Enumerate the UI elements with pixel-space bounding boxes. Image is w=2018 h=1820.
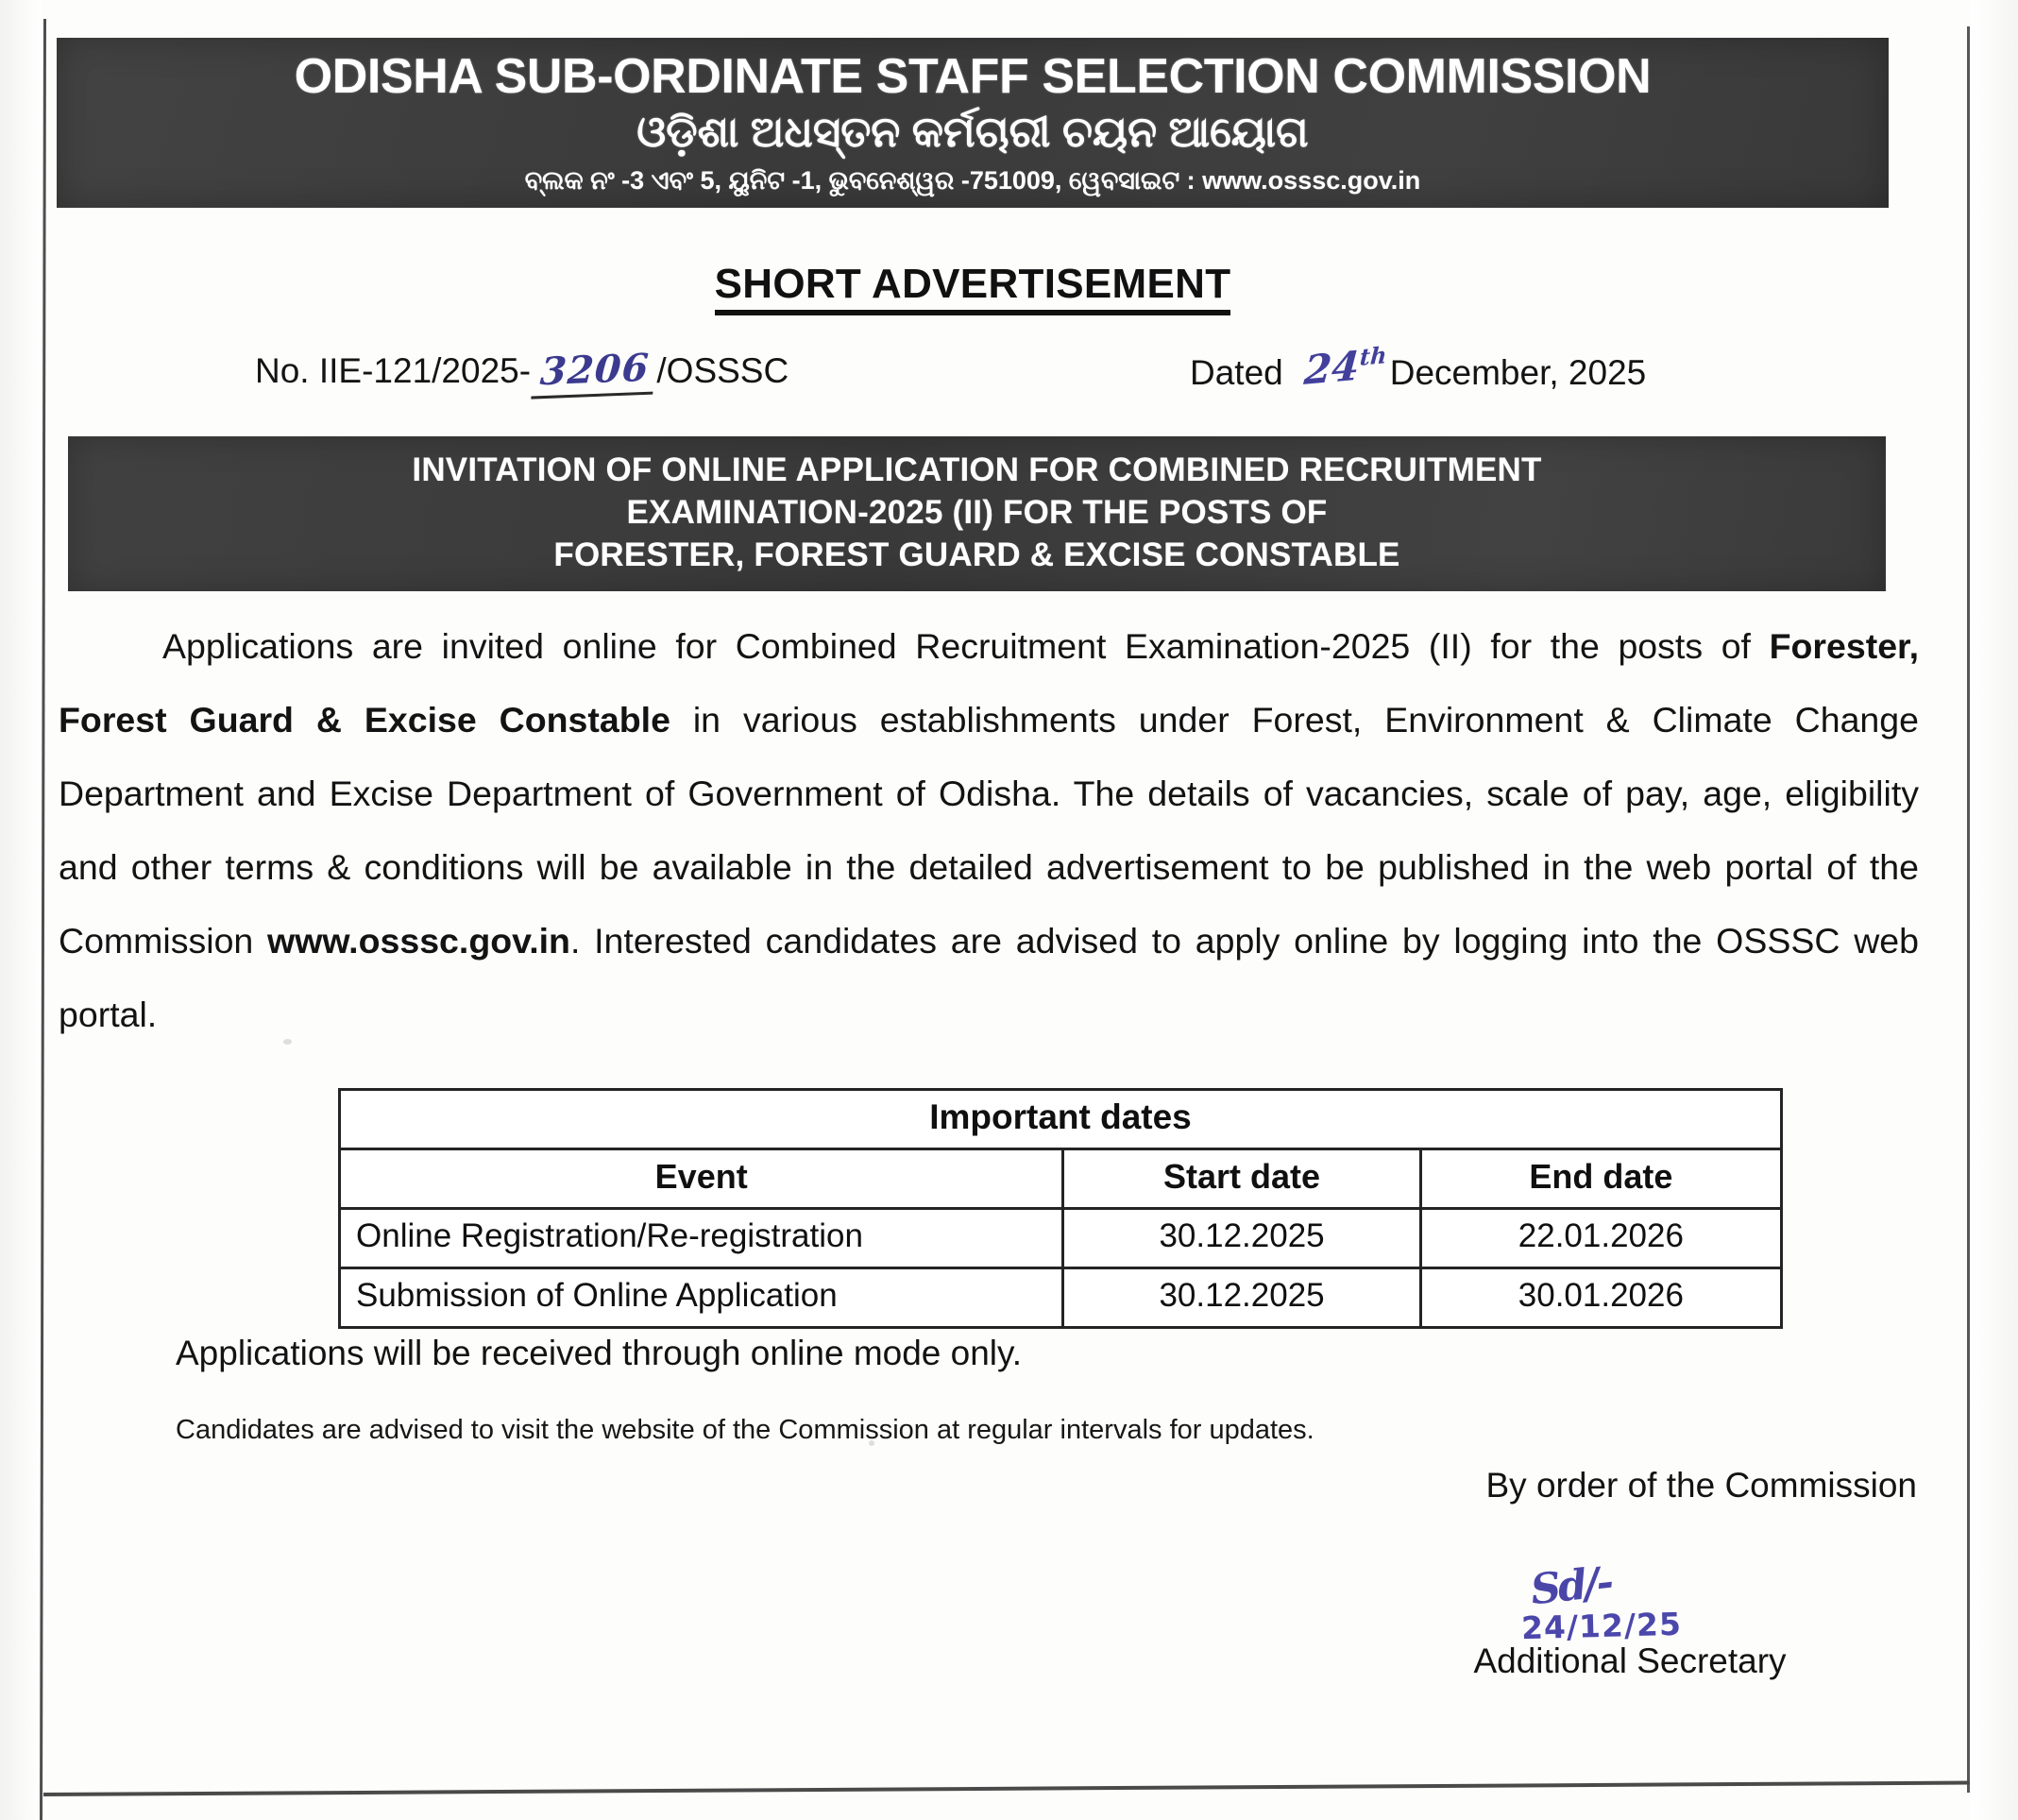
body-post-names: Forester, Forest Guard & Excise Constable: [59, 626, 1919, 740]
table-title: Important dates: [340, 1090, 1782, 1149]
page-edge-bottom: [43, 1781, 1970, 1796]
column-header-end-date: End date: [1420, 1149, 1781, 1209]
dated-label: Dated: [1190, 353, 1283, 392]
scan-gutter-left: [0, 0, 42, 1820]
column-header-start-date: Start date: [1063, 1149, 1420, 1209]
handwritten-reference-number: 3206: [531, 345, 656, 399]
page-edge-right: [1967, 26, 1970, 1793]
advertisement-title-banner: [68, 436, 1886, 591]
handwritten-day-ordinal: th: [1358, 340, 1388, 371]
reference-line: [57, 340, 1889, 404]
month-year: December, 2025: [1389, 353, 1647, 392]
column-header-event: Event: [340, 1149, 1063, 1209]
event-end-date: 30.01.2026: [1420, 1268, 1781, 1328]
signature-block: [1427, 1557, 1833, 1681]
organisation-address-odia: ବ୍ଲକ ନଂ -3 ଏବଂ 5, ୟୁନିଟ -1, ଭୁବନେଶ୍ୱର -751009, ୱେବସାଇଟ : www.osssc.gov.in: [524, 166, 1421, 196]
table-row: [340, 1268, 1782, 1328]
event-start-date: 30.12.2025: [1063, 1268, 1420, 1328]
handwritten-signature: Sd/-: [1528, 1557, 1614, 1615]
organisation-name-english: ODISHA SUB-ORDINATE STAFF SELECTION COMMISSION: [294, 49, 1652, 104]
handwritten-day-number: 24: [1302, 342, 1361, 395]
website-visit-note: Candidates are advised to visit the website of the Commission at regular intervals for updates.: [176, 1415, 1314, 1445]
body-segment-3: . Interested candidates are advised to apply online by logging into the OSSSC web portal.: [59, 921, 1919, 1034]
advertisement-body-paragraph: [59, 609, 1919, 1051]
online-mode-note: Applications will be received through online mode only.: [176, 1334, 1023, 1372]
signatory-designation: Additional Secretary: [1473, 1641, 1787, 1680]
handwritten-day: [1302, 340, 1387, 394]
table-title-row: [340, 1090, 1782, 1149]
reference-number: [255, 345, 789, 397]
event-start-date: 30.12.2025: [1063, 1209, 1420, 1268]
important-dates-table: [338, 1088, 1783, 1329]
reference-number-suffix: /OSSSC: [656, 351, 789, 390]
advertisement-title-line-3: FORESTER, FOREST GUARD & EXCISE CONSTABLE: [553, 536, 1400, 573]
advertisement-title-line-2: EXAMINATION-2025 (II) FOR THE POSTS OF: [626, 493, 1328, 531]
document-type-heading-wrapper: [57, 261, 1889, 315]
advertisement-title-line-1: INVITATION OF ONLINE APPLICATION FOR COMBINED RECRUITMENT: [412, 451, 1542, 488]
table-header-row: [340, 1149, 1782, 1209]
document-type-heading: SHORT ADVERTISEMENT: [715, 261, 1231, 315]
organisation-header-banner: [57, 38, 1889, 208]
by-order-of-commission: By order of the Commission: [1485, 1466, 1917, 1505]
body-segment-2: in various establishments under Forest, Environment & Climate Change Department and Excise Department of Government of Odisha. The details of vacancies, scale of pay, age, eligibility and other terms & conditions will be available in the detailed advertisement to be published in the web portal of the Commission: [59, 700, 1919, 961]
reference-number-prefix: No. IIE-121/2025-: [255, 351, 532, 390]
document-date: [1190, 340, 1647, 395]
organisation-name-odia: ଓଡ଼ିଶା ଅଧସ୍ତନ କର୍ମଚାରୀ ଚୟନ ଆୟୋଗ: [636, 108, 1309, 157]
event-name: Online Registration/Re-registration: [340, 1209, 1063, 1268]
table-row: [340, 1209, 1782, 1268]
event-name: Submission of Online Application: [340, 1268, 1063, 1328]
body-segment-1: Applications are invited online for Combined Recruitment Examination-2025 (II) for the posts of: [162, 626, 1770, 666]
body-website-url[interactable]: www.osssc.gov.in: [267, 921, 570, 961]
scan-gutter-right: [1971, 0, 2018, 1820]
handwritten-signature-date: 24/12/25: [1520, 1605, 1683, 1647]
event-end-date: 22.01.2026: [1420, 1209, 1781, 1268]
